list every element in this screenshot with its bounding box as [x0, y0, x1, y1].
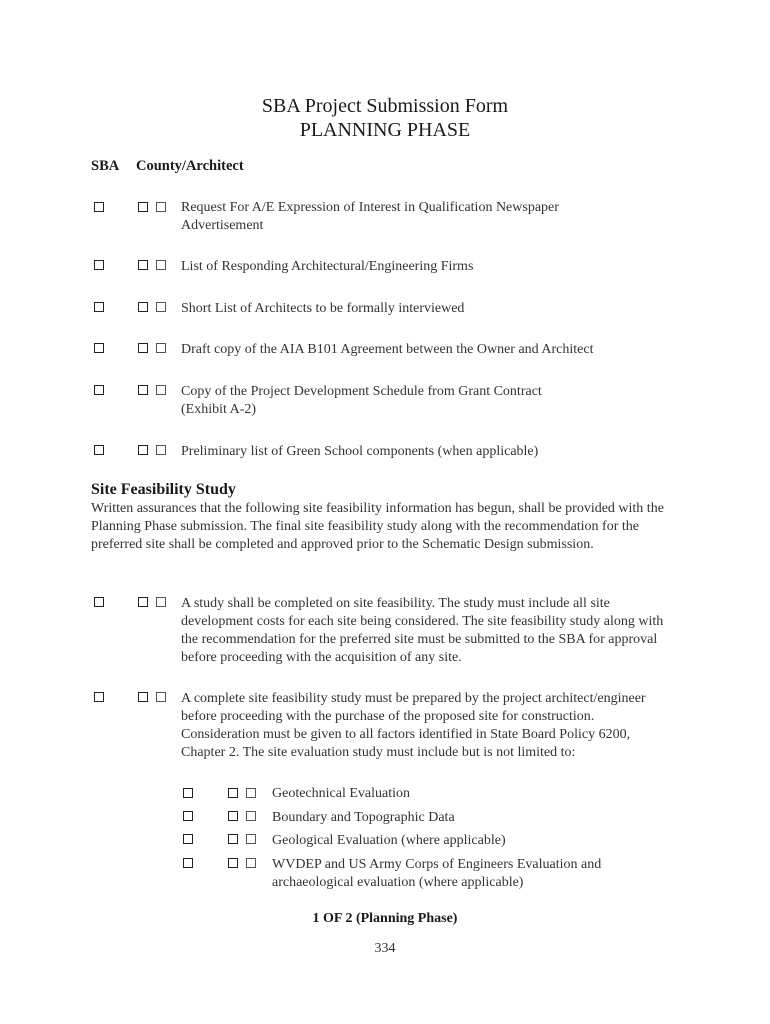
sba-checkbox-5[interactable] [94, 385, 104, 395]
sba-checkbox-boundary[interactable] [183, 811, 193, 821]
item-responding-firms: List of Responding Architectural/Engineering Firms [181, 259, 474, 274]
sba-checkbox-6[interactable] [94, 445, 104, 455]
county-checkbox-geological[interactable] [228, 834, 238, 844]
architect-checkbox-6[interactable] [156, 445, 166, 455]
item-schedule-copy: Copy of the Project Development Schedule from Grant Contract (Exhibit A-2) [181, 384, 542, 417]
county-checkbox-site-1[interactable] [138, 597, 148, 607]
section-title-site-feasibility: Site Feasibility Study [91, 481, 236, 498]
sub-item-wvdep: WVDEP and US Army Corps of Engineers Evaluation and archaeological evaluation (where applicable) [272, 857, 602, 890]
architect-checkbox-2[interactable] [156, 260, 166, 270]
architect-checkbox-1[interactable] [156, 202, 166, 212]
sba-checkbox-3[interactable] [94, 302, 104, 312]
section-intro-paragraph: Written assurances that the following site feasibility information has begun, shall be provided with the Planning Phase submission. The final site feasibility study along with the recommendation for the preferred site shall be completed and approved prior to the Schematic Design submission. [91, 501, 664, 552]
county-checkbox-site-2[interactable] [138, 692, 148, 702]
county-checkbox-boundary[interactable] [228, 811, 238, 821]
county-checkbox-wvdep[interactable] [228, 858, 238, 868]
architect-checkbox-3[interactable] [156, 302, 166, 312]
sba-checkbox-4[interactable] [94, 343, 104, 353]
item-short-list: Short List of Architects to be formally interviewed [181, 301, 465, 316]
architect-checkbox-5[interactable] [156, 385, 166, 395]
county-checkbox-3[interactable] [138, 302, 148, 312]
item-request-ae: Request For A/E Expression of Interest in Qualification Newspaper Advertisement [181, 200, 559, 233]
county-checkbox-geotechnical[interactable] [228, 788, 238, 798]
county-checkbox-5[interactable] [138, 385, 148, 395]
architect-checkbox-site-2[interactable] [156, 692, 166, 702]
sub-item-geotechnical: Geotechnical Evaluation [272, 786, 410, 801]
county-checkbox-4[interactable] [138, 343, 148, 353]
architect-checkbox-boundary[interactable] [246, 811, 256, 821]
sba-checkbox-site-2[interactable] [94, 692, 104, 702]
page-number: 334 [374, 941, 396, 956]
sba-checkbox-geological[interactable] [183, 834, 193, 844]
form-title: SBA Project Submission Form [261, 95, 509, 117]
county-checkbox-1[interactable] [138, 202, 148, 212]
column-header-county-architect: County/Architect [136, 158, 244, 174]
item-draft-agreement: Draft copy of the AIA B101 Agreement between the Owner and Architect [181, 342, 594, 357]
sba-checkbox-1[interactable] [94, 202, 104, 212]
county-checkbox-6[interactable] [138, 445, 148, 455]
sba-checkbox-geotechnical[interactable] [183, 788, 193, 798]
architect-checkbox-geological[interactable] [246, 834, 256, 844]
sba-checkbox-2[interactable] [94, 260, 104, 270]
architect-checkbox-4[interactable] [156, 343, 166, 353]
form-subtitle: PLANNING PHASE [299, 119, 471, 141]
column-header-sba: SBA [91, 158, 120, 174]
page-footer: 1 OF 2 (Planning Phase) [312, 911, 458, 926]
architect-checkbox-site-1[interactable] [156, 597, 166, 607]
county-checkbox-2[interactable] [138, 260, 148, 270]
architect-checkbox-geotechnical[interactable] [246, 788, 256, 798]
site-item-complete-study: A complete site feasibility study must be prepared by the project architect/engineer before proceeding with the purchase of the proposed site for construction. Consideration must be given to all factors identified in State Board Policy 6200, Chapter 2. The site evaluation study must include but is not limited to: [181, 691, 646, 760]
sba-checkbox-wvdep[interactable] [183, 858, 193, 868]
sba-checkbox-site-1[interactable] [94, 597, 104, 607]
item-green-school: Preliminary list of Green School components (when applicable) [181, 444, 539, 459]
architect-checkbox-wvdep[interactable] [246, 858, 256, 868]
site-item-study: A study shall be completed on site feasibility. The study must include all site development costs for each site being considered. The site feasibility study along with the recommendation for the preferred site must be submitted to the SBA for approval before proceeding with the acquisition of any site. [181, 596, 664, 665]
sub-item-geological: Geological Evaluation (where applicable) [272, 833, 506, 848]
sub-item-boundary: Boundary and Topographic Data [272, 810, 455, 825]
